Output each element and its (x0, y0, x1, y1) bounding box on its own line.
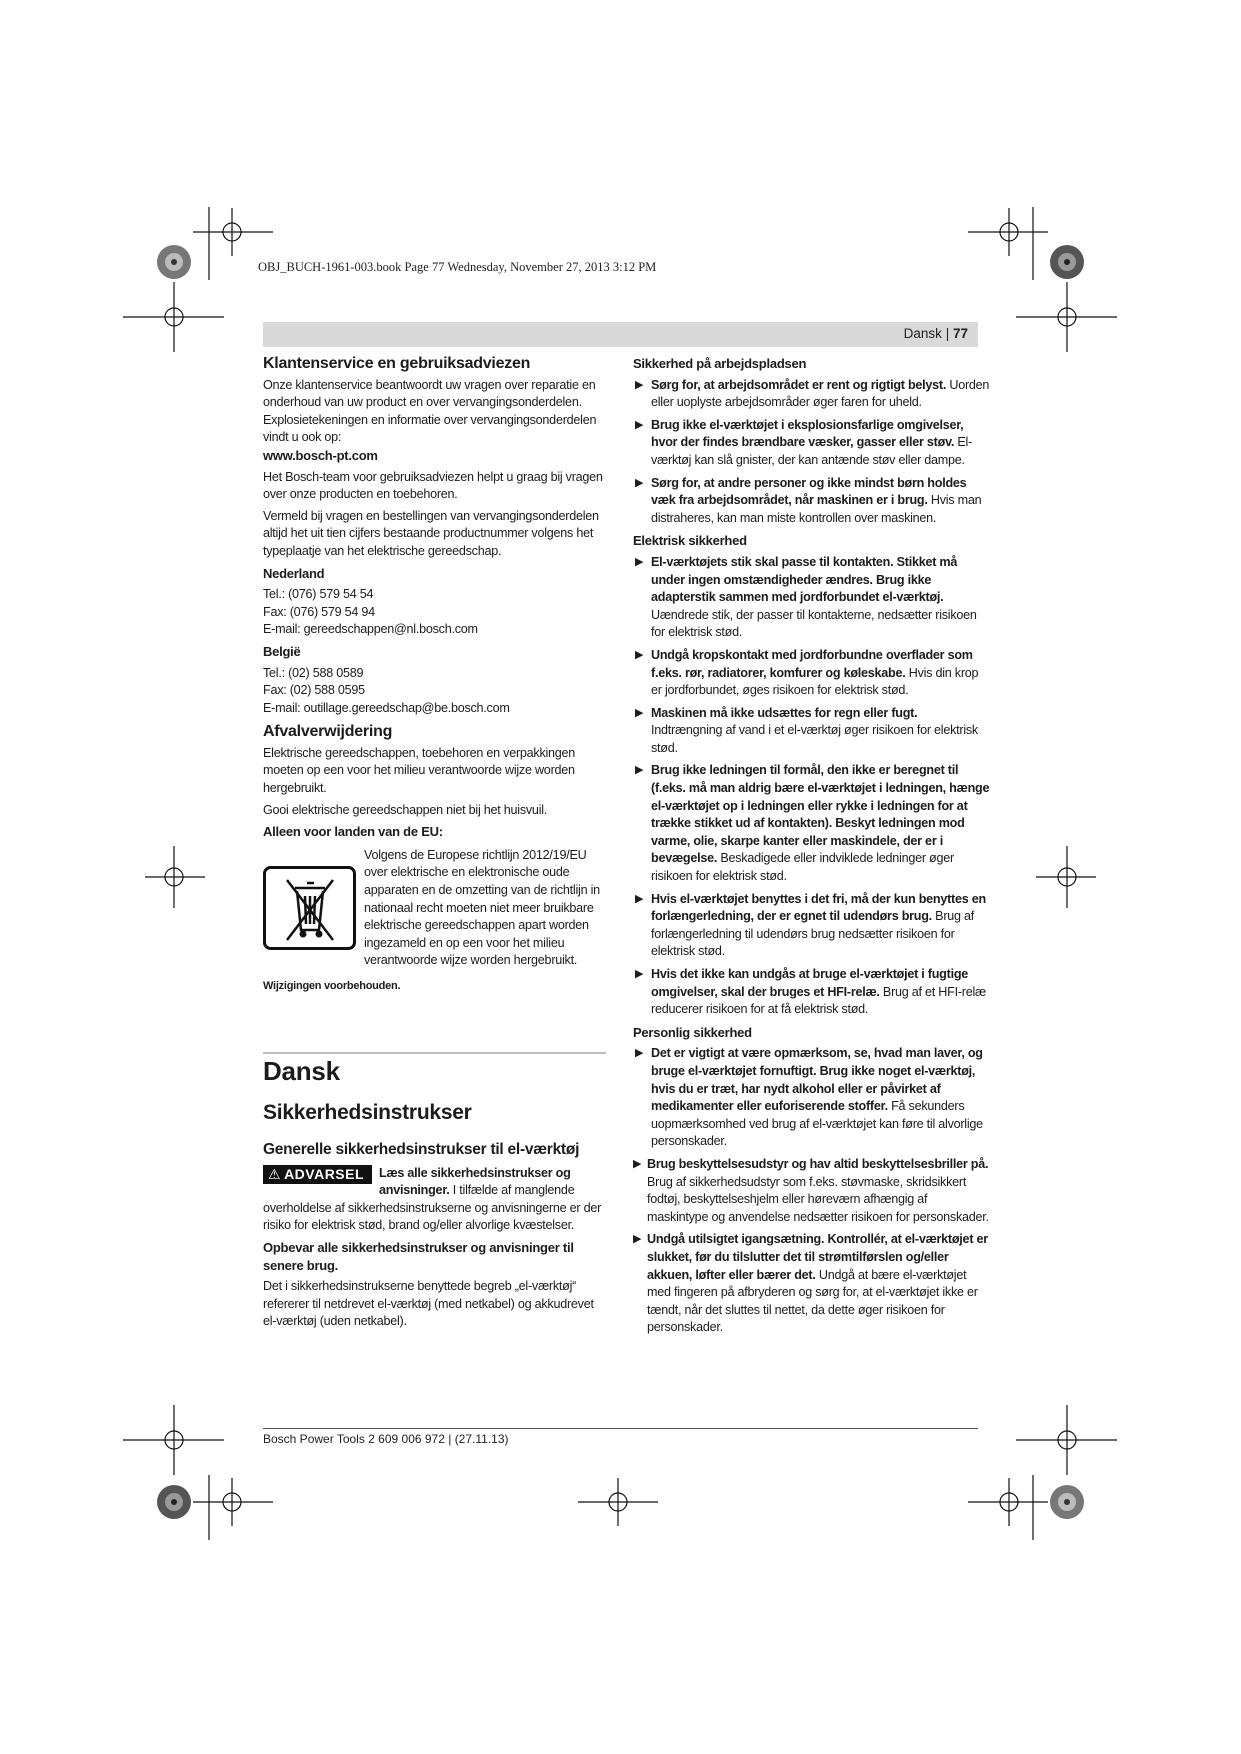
safety-title: Sikkerhedsinstrukser (263, 1101, 472, 1124)
item-bold: Undgå utilsigtet igangsætning. Kontrollér, at el-værktøjet er slukket, før du tilslutter det til strømtilførslen og/eller akkuen, løfter eller bærer det. (647, 1232, 988, 1282)
item-bold: Hvis det ikke kan undgås at bruge el-værktøjet i fugtige omgivelser, skal der bruges et HFI-relæ. (651, 967, 969, 999)
personlig-item-2 (633, 1156, 990, 1226)
item-bold: Undgå kropskontakt med jordforbundne overflader som f.eks. rør, radiatorer, komfurer og køleskabe. (651, 647, 973, 680)
crosshair-icon (968, 1478, 1048, 1526)
triangle-right-icon: ▶ (633, 1157, 642, 1170)
triangle-right-icon: ▶ (635, 706, 644, 719)
elektrisk-item-3 (633, 705, 990, 758)
item-bold: Maskinen må ikke udsættes for regn eller fugt. (651, 705, 918, 720)
item-text: Uorden eller uoplyste arbejdsområder øger faren for uheld. (651, 377, 990, 410)
belgie-heading: België (263, 643, 301, 659)
elektrisk-item-5 (633, 891, 990, 961)
triangle-right-icon: ▶ (635, 378, 644, 391)
item-bold: Det er vigtigt at være opmærksom, se, hvad man laver, og bruge el-værktøjet fornuftigt. Brug ikke noget el-værktøj, hvis du er træt, har nydt alkohol eller er påvirket af medikamenter eller euforiserende stoffer. (651, 1046, 983, 1114)
page-header-label (904, 326, 968, 341)
nederland-fax: Fax: (076) 579 54 94 (263, 604, 375, 619)
crossed-bin-icon (263, 866, 356, 950)
warning-text: I tilfælde af manglende overholdelse af sikkerhedsinstrukserne og anvisningerne er der risiko for elektrisk stød, brand og/eller alvorlige kvæstelser. (263, 1183, 602, 1233)
belgie-fax: Fax: (02) 588 0595 (263, 683, 365, 698)
warning-bold: Læs alle sikkerhedsinstrukser og anvisninger. (379, 1165, 571, 1198)
triangle-right-icon: ▶ (635, 892, 644, 905)
item-text: Uændrede stik, der passer til kontakterne, nedsætter risikoen for elektrisk stød. (651, 607, 977, 640)
page-number: 77 (952, 326, 968, 341)
crosshair-icon (578, 1478, 658, 1526)
right-column (633, 355, 990, 1342)
personlig-heading: Personlig sikkerhed (633, 1024, 752, 1040)
crosshair-icon (1036, 846, 1096, 908)
nederland-email[interactable]: E-mail: gereedschappen@nl.bosch.com (263, 622, 478, 637)
section-divider (263, 1052, 606, 1054)
changes-note: Wijzigingen voorbehouden. (263, 980, 401, 992)
eu-heading: Alleen voor landen van de EU: (263, 824, 443, 840)
header-separator: | (945, 326, 950, 341)
belgie-email[interactable]: E-mail: outillage.gereedschap@be.bosch.com (263, 700, 510, 715)
crosshair-icon (123, 1405, 224, 1475)
target-wheel-icon (1050, 1485, 1084, 1519)
warning-label: ADVARSEL (284, 1165, 365, 1182)
triangle-right-icon: ▶ (635, 968, 644, 980)
warning-badge (263, 1165, 372, 1185)
afval-heading: Afvalverwijdering (263, 723, 393, 741)
nederland-heading: Nederland (263, 565, 325, 581)
eu-text: Volgens de Europese richtlijn 2012/19/EU over elektrische en elektronische oude apparaten en de omzetting van de richtlijn in nationaal recht moeten niet meer bruikbare elektrische gereedschappen apart worden ingezameld en op een voor het milieu verantwoorde wijze worden hergebruikt. (364, 847, 600, 968)
crosshair-icon (1016, 282, 1117, 352)
dansk-section (263, 1055, 606, 1335)
klantenservice-heading: Klantenservice en gebruiksadviezen (263, 355, 531, 372)
item-text: Hvis din krop er jordforbundet, øges risikoen for elektrisk stød. (651, 665, 979, 698)
item-bold: Brug ikke ledningen til formål, den ikke er beregnet til (f.eks. må man aldrig bære el-værktøjet i ledningen, hænge el-værktøjet op i ledningen eller rykke i ledningen for at trække stikket ud af kontakten). Beskyt ledningen mod varme, olie, skarpe kanter eller maskindele, der er i bevægelse. (651, 763, 990, 866)
triangle-right-icon: ▶ (635, 418, 644, 431)
personlig-item-3 (633, 1231, 990, 1337)
nederland-tel: Tel.: (076) 579 54 54 (263, 587, 374, 602)
triangle-right-icon: ▶ (633, 1233, 642, 1246)
crosshair-icon (968, 208, 1048, 256)
item-bold: Hvis el-værktøjet benyttes i det fri, må der kun benyttes en forlængerledning, der er egnet til udendørs brug. (651, 891, 986, 924)
keep-instructions: Opbevar alle sikkerhedsinstrukser og anvisninger til senere brug. (263, 1239, 574, 1273)
arbejdsplads-heading: Sikkerhed på arbejdspladsen (633, 356, 807, 371)
belgie-tel: Tel.: (02) 588 0589 (263, 665, 364, 680)
triangle-right-icon: ▶ (635, 764, 644, 777)
crosshair-icon (193, 1478, 273, 1526)
arbejdsplads-item-1 (633, 377, 990, 412)
elektrisk-item-1 (633, 554, 990, 642)
afval-p2: Gooi elektrische gereedschappen niet bij het huisvuil. (263, 802, 548, 817)
dansk-title: Dansk (263, 1056, 340, 1086)
elektrisk-item-4 (633, 762, 990, 885)
item-bold: Sørg for, at arbejdsområdet er rent og rigtigt belyst. (651, 377, 947, 392)
crosshair-icon (1016, 1405, 1117, 1475)
arbejdsplads-item-3 (633, 475, 990, 528)
item-bold: Sørg for, at andre personer og ikke mindst børn holdes væk fra arbejdsområdet, når maskinen er i brug. (651, 475, 967, 508)
crosshair-icon (123, 282, 224, 352)
item-text: Brug af forlængerledning til udendørs brug nedsætter risikoen for elektrisk stød. (651, 909, 975, 959)
page-footer: Bosch Power Tools 2 609 006 972 | (27.11.13) (263, 1432, 509, 1446)
klantenservice-p1: Onze klantenservice beantwoordt uw vragen over reparatie en onderhoud van uw product en over vervangingsonderdelen. Explosietekeningen en informatie over vervangingsonderdelen vindt u ook op: (263, 377, 597, 445)
item-bold: Brug ikke el-værktøjet i eksplosionsfarlige omgivelser, hvor der findes brændbare væsker, gasser eller støv. (651, 417, 964, 450)
item-text: El-værktøj kan slå gnister, der kan antænde støv eller dampe. (651, 435, 973, 467)
target-wheel-icon (157, 245, 191, 279)
target-wheel-icon (157, 1485, 191, 1519)
elektrisk-heading: Elektrisk sikkerhed (633, 533, 747, 549)
bosch-url[interactable]: www.bosch-pt.com (263, 447, 378, 463)
triangle-right-icon: ▶ (635, 555, 644, 568)
klantenservice-p3: Vermeld bij vragen en bestellingen van vervangingsonderdelen altijd het uit tien cijfers bestaande productnummer volgens het typeplaatje van het elektrische gereedschap. (263, 508, 599, 558)
item-text: Brug af sikkerhedsudstyr som f.eks. støvmaske, skridsikkert fodtøj, beskyttelseshjelm eller høreværn afhængig af maskintype og anvendelse nedsætter risikoen for personskader. (647, 1174, 989, 1224)
klantenservice-p2: Het Bosch-team voor gebruiksadviezen helpt u graag bij vragen over onze producten en toebehoren. (263, 469, 603, 502)
item-text: Beskadigede eller indviklede ledninger øger risikoen for elektrisk stød. (651, 851, 954, 884)
triangle-right-icon: ▶ (635, 476, 644, 489)
item-bold: El-værktøjets stik skal passe til kontakten. Stikket må under ingen omstændigheder ændres. Brug ikke adapterstik sammen med jordforbundet el-værktøj. (651, 554, 958, 605)
triangle-right-icon: ▶ (635, 648, 644, 661)
header-language: Dansk (903, 326, 942, 341)
item-text: Få sekunders uopmærksomhed ved brug af el-værktøjet kan føre til alvorlige personskader. (651, 1099, 983, 1149)
item-text: Indtrængning af vand i et el-værktøj øger risikoen for elektrisk stød. (651, 723, 978, 755)
footer-rule (263, 1428, 978, 1429)
triangle-right-icon: ▶ (635, 1047, 644, 1060)
crosshair-icon (193, 208, 273, 256)
personlig-item-1 (633, 1045, 990, 1151)
item-text: Hvis man distraheres, kan man miste kontrollen over maskinen. (651, 493, 982, 525)
file-header: OBJ_BUCH-1961-003.book Page 77 Wednesday, November 27, 2013 3:12 PM (258, 260, 657, 274)
afval-p1: Elektrische gereedschappen, toebehoren en verpakkingen moeten op een voor het milieu verantwoorde wijze worden hergebruikt. (263, 745, 576, 796)
item-bold: Brug beskyttelsesudstyr og hav altid beskyttelsesbriller på. (647, 1156, 989, 1171)
definition-text: Det i sikkerhedsinstrukserne benyttede begreb „el-værktøj“ refererer til netdrevet el-værktøj (med netkabel) og akkudrevet el-værktøj (uden netkabel). (263, 1279, 594, 1329)
page-header-bar (263, 322, 978, 347)
warning-triangle-icon: ⚠ (268, 1165, 282, 1182)
elektrisk-item-2 (633, 647, 990, 700)
target-wheel-icon (1050, 245, 1084, 279)
crosshair-icon (145, 846, 205, 908)
item-text: Undgå at bære el-værktøjet med fingeren på afbryderen og sørg for, at el-værktøjet ikke er tændt, når det sluttes til nettet, da dette øger risikoen for personskader. (647, 1267, 978, 1335)
general-safety-heading: Generelle sikkerhedsinstrukser til el-værktøj (263, 1141, 580, 1158)
arbejdsplads-item-2 (633, 417, 990, 470)
item-text: Brug af et HFI-relæ reducerer risikoen for at få elektrisk stød. (651, 984, 986, 1017)
elektrisk-item-6 (633, 966, 990, 1019)
warning-paragraph (263, 1165, 606, 1235)
